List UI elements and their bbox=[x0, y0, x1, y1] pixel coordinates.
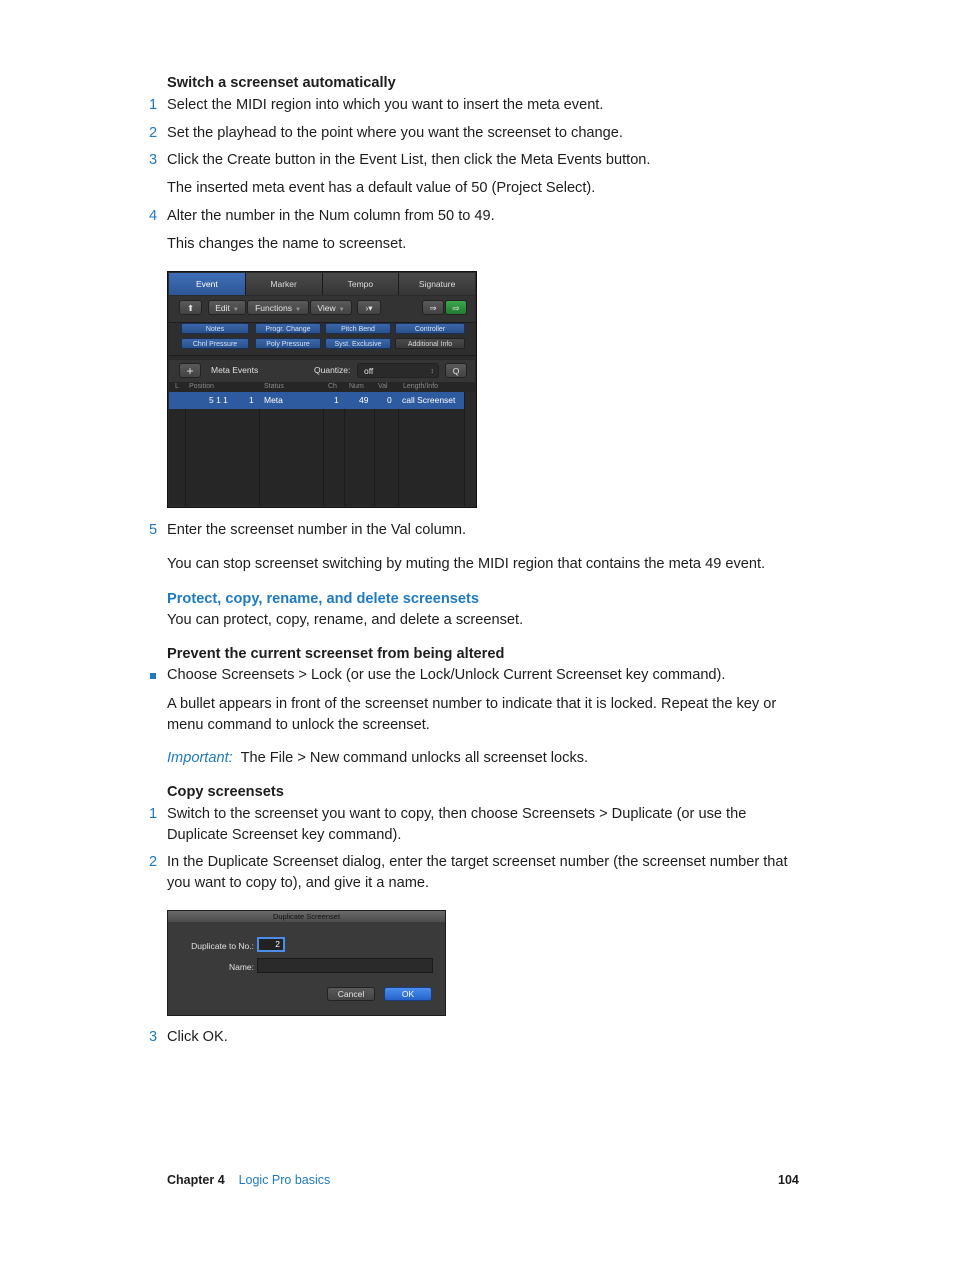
step-text: Set the playhead to the point where you want the screenset to change. bbox=[167, 125, 623, 141]
important-note bbox=[167, 748, 588, 769]
cell-info: call Screenset bbox=[402, 395, 456, 405]
quantize-q-button[interactable]: Q bbox=[445, 363, 467, 378]
name-input[interactable] bbox=[257, 958, 433, 973]
step-number: 2 bbox=[149, 854, 158, 870]
event-list-screenshot bbox=[167, 271, 477, 508]
step-text: Select the MIDI region into which you want to insert the meta event. bbox=[167, 97, 604, 113]
filter-button[interactable] bbox=[357, 300, 381, 315]
tab-tempo[interactable]: Tempo bbox=[323, 273, 400, 295]
col-l[interactable]: L bbox=[175, 383, 179, 390]
filter-syst-exclusive[interactable]: Syst. Exclusive bbox=[325, 338, 391, 349]
step-note: You can stop screenset switching by muting the MIDI region that contains the meta 49 event. bbox=[167, 556, 766, 572]
filter-chnl-pressure[interactable]: Chnl Pressure bbox=[181, 338, 249, 349]
link-icon: ⇨ bbox=[452, 303, 460, 313]
step-text-line2: Duplicate Screenset key command). bbox=[167, 827, 402, 843]
duplicate-screenset-dialog bbox=[167, 910, 446, 1016]
quantize-select[interactable]: off ↕ bbox=[357, 363, 439, 378]
capture-icon: ⇒ bbox=[429, 303, 437, 313]
event-list-toolbar bbox=[169, 296, 475, 323]
step-number: 5 bbox=[149, 522, 158, 538]
tab-event[interactable]: Event bbox=[169, 273, 246, 295]
col-num[interactable]: Num bbox=[349, 383, 364, 390]
event-rows bbox=[169, 392, 465, 506]
cell-tick: 1 bbox=[249, 395, 254, 405]
step-text: Click OK. bbox=[167, 1029, 228, 1045]
scrollbar[interactable] bbox=[464, 392, 475, 506]
event-type-filters bbox=[169, 323, 475, 356]
bullet-marker bbox=[150, 673, 156, 679]
column-header bbox=[169, 382, 475, 392]
step-number: 3 bbox=[149, 152, 158, 168]
filter-poly-pressure[interactable]: Poly Pressure bbox=[255, 338, 321, 349]
tab-signature[interactable]: Signature bbox=[399, 273, 475, 295]
cell-status: Meta bbox=[264, 395, 283, 405]
functions-menu[interactable]: Functions ▼ bbox=[247, 300, 309, 315]
ok-button[interactable]: OK bbox=[384, 987, 432, 1001]
bullet-text: Choose Screensets > Lock (or use the Lock/Unlock Current Screenset key command). bbox=[167, 667, 726, 683]
step-number: 2 bbox=[149, 125, 158, 141]
capture-button[interactable] bbox=[422, 300, 444, 315]
step-text-line2: you want to copy to), and give it a name. bbox=[167, 875, 430, 891]
table-row[interactable] bbox=[169, 392, 465, 409]
quantize-label: Quantize: bbox=[314, 365, 351, 375]
step-text: Alter the number in the Num column from 50 to 49. bbox=[167, 208, 495, 224]
duplicate-to-label: Duplicate to No.: bbox=[191, 941, 254, 951]
dialog-title: Duplicate Screenset bbox=[168, 911, 445, 922]
event-list-tabs bbox=[169, 273, 475, 295]
duplicate-number-input[interactable]: 2 bbox=[257, 937, 285, 952]
col-length-info[interactable]: Length/Info bbox=[403, 383, 439, 390]
col-status[interactable]: Status bbox=[264, 383, 284, 390]
plus-icon: + bbox=[186, 364, 194, 378]
filter-progr-change[interactable]: Progr. Change bbox=[255, 323, 321, 334]
sub-heading-copy: Copy screensets bbox=[167, 784, 284, 800]
cancel-button[interactable]: Cancel bbox=[327, 987, 375, 1001]
sub-heading-prevent: Prevent the current screenset from being altered bbox=[167, 646, 505, 662]
section-intro: You can protect, copy, rename, and delete a screenset. bbox=[167, 612, 524, 628]
edit-menu[interactable]: Edit ▼ bbox=[208, 300, 246, 315]
step-number: 1 bbox=[149, 806, 158, 822]
col-val[interactable]: Val bbox=[378, 383, 388, 390]
filter-notes[interactable]: Notes bbox=[181, 323, 249, 334]
footer-chapter bbox=[167, 1173, 330, 1187]
create-button[interactable] bbox=[179, 363, 201, 378]
cell-num: 49 bbox=[359, 395, 369, 405]
step-note: This changes the name to screenset. bbox=[167, 236, 407, 252]
step-text: Enter the screenset number in the Val column. bbox=[167, 522, 467, 538]
col-position[interactable]: Position bbox=[189, 383, 214, 390]
filter-additional-info[interactable]: Additional Info bbox=[395, 338, 465, 349]
arrow-up-icon: ⬆ bbox=[186, 303, 195, 313]
updown-icon: ↕ bbox=[430, 368, 434, 375]
section-heading-switch: Switch a screenset automatically bbox=[167, 75, 396, 91]
tab-marker[interactable]: Marker bbox=[246, 273, 323, 295]
section-title-protect: Protect, copy, rename, and delete screensets bbox=[167, 591, 480, 607]
meta-events-label: Meta Events bbox=[211, 365, 259, 375]
link-button[interactable] bbox=[445, 300, 467, 315]
up-arrow-button[interactable] bbox=[179, 300, 202, 315]
step-text: Click the Create button in the Event List, then click the Meta Events button. bbox=[167, 152, 651, 168]
cell-val: 0 bbox=[387, 395, 392, 405]
filter-controller[interactable]: Controller bbox=[395, 323, 465, 334]
important-text: The File > New command unlocks all screenset locks. bbox=[240, 750, 589, 766]
page-number: 104 bbox=[778, 1173, 799, 1187]
step-number: 1 bbox=[149, 97, 158, 113]
cell-position: 5 1 1 bbox=[209, 395, 228, 405]
name-label: Name: bbox=[228, 962, 254, 972]
step-text-line1: In the Duplicate Screenset dialog, enter the target screenset number (the screenset number that bbox=[167, 854, 788, 870]
step-text-line1: Switch to the screenset you want to copy, then choose Screensets > Duplicate (or use the bbox=[167, 806, 747, 822]
cell-ch: 1 bbox=[334, 395, 339, 405]
col-ch[interactable]: Ch bbox=[328, 383, 337, 390]
important-label: Important: bbox=[167, 750, 233, 766]
meta-events-bar bbox=[169, 360, 475, 383]
view-menu[interactable]: View ▼ bbox=[310, 300, 352, 315]
step-number: 4 bbox=[149, 208, 158, 224]
chapter-label: Chapter 4 bbox=[167, 1173, 225, 1187]
step-note: The inserted meta event has a default value of 50 (Project Select). bbox=[167, 180, 596, 196]
bullet-note-line1: A bullet appears in front of the screenset number to indicate that it is locked. Repeat the key or bbox=[167, 696, 777, 712]
bullet-note-line2: menu command to unlock the screenset. bbox=[167, 717, 430, 733]
chapter-link[interactable]: Logic Pro basics bbox=[238, 1173, 331, 1187]
filter-pitch-bend[interactable]: Pitch Bend bbox=[325, 323, 391, 334]
step-number: 3 bbox=[149, 1029, 158, 1045]
filter-icon: ›▾ bbox=[365, 303, 373, 313]
